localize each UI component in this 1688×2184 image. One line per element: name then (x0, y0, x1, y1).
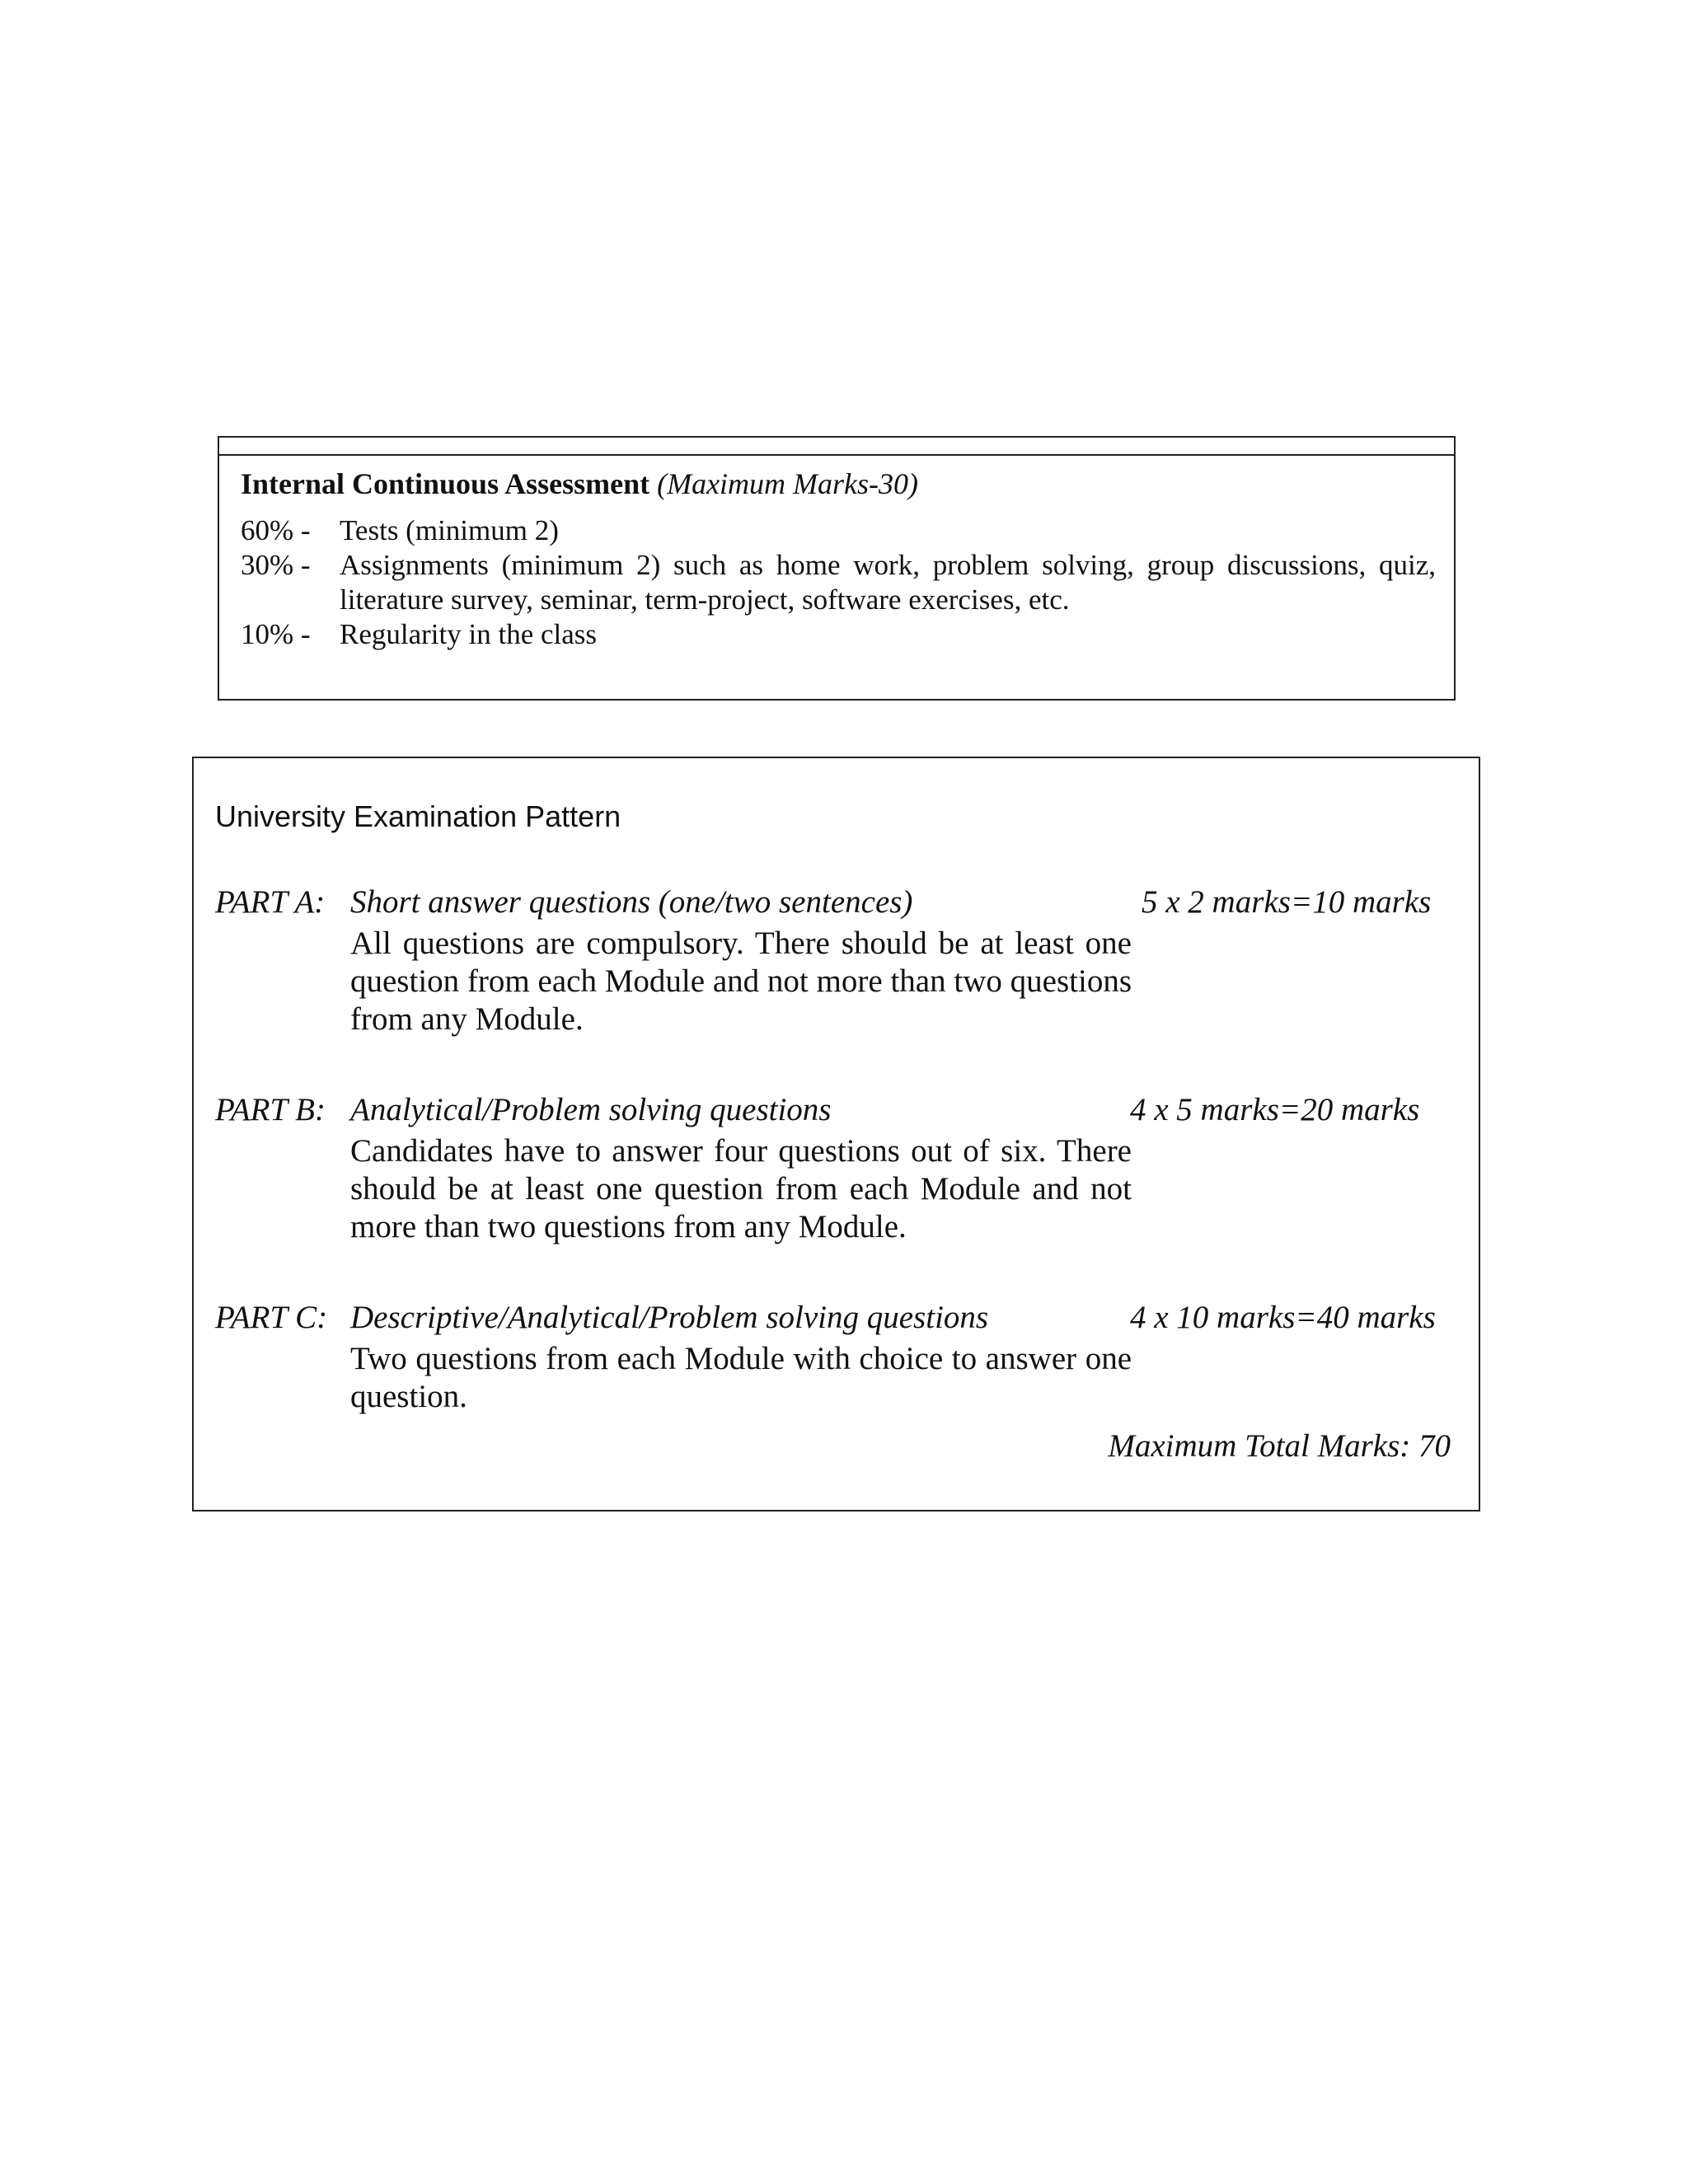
assessment-item (241, 513, 1436, 548)
part-heading: Analytical/Problem solving questions (350, 1092, 832, 1127)
internal-assessment-box (218, 436, 1456, 701)
part-heading: Descriptive/Analytical/Problem solving questions (350, 1300, 989, 1335)
part-marks: 4 x 10 marks=40 marks (1130, 1300, 1436, 1335)
part-header (215, 1297, 1460, 1338)
assessment-description: Regularity in the class (340, 618, 598, 650)
part-marks: 4 x 5 marks=20 marks (1130, 1092, 1420, 1127)
internal-assessment-max-marks: (Maximum Marks-30) (657, 467, 919, 500)
part-description: All questions are compulsory. There should be at least one question from each Module and not more than two questions from any Module. (350, 926, 1132, 1037)
part-label: PART A: (215, 884, 326, 920)
box-top-rule (219, 454, 1454, 456)
assessment-description: Tests (minimum 2) (340, 514, 559, 546)
part-description: Candidates have to answer four questions out of six. There should be at least one question from each Module and not more than two questions from any Module. (350, 1133, 1132, 1244)
part-heading: Short answer questions (one/two sentences) (350, 884, 913, 920)
assessment-percentage: 60% - (241, 514, 311, 546)
assessment-item (241, 617, 1436, 652)
exam-part-b (215, 1090, 1460, 1246)
part-label: PART B: (215, 1092, 326, 1127)
assessment-percentage: 10% - (241, 618, 311, 650)
assessment-percentage: 30% - (241, 549, 311, 581)
internal-assessment-title: Internal Continuous Assessment (241, 467, 650, 500)
maximum-total-marks: Maximum Total Marks: 70 (1108, 1428, 1451, 1464)
exam-part-c (215, 1297, 1460, 1416)
part-header (215, 1090, 1460, 1131)
assessment-item (241, 548, 1436, 617)
exam-pattern-title: University Examination Pattern (215, 799, 621, 833)
exam-pattern-box (192, 757, 1480, 1511)
part-description: Two questions from each Module with choice to answer one question. (350, 1341, 1132, 1414)
exam-part-a (215, 882, 1460, 1038)
part-header (215, 882, 1460, 923)
part-marks: 5 x 2 marks=10 marks (1142, 884, 1432, 920)
part-label: PART C: (215, 1300, 328, 1335)
internal-assessment-heading (241, 466, 918, 503)
internal-assessment-list (241, 513, 1436, 652)
assessment-description: Assignments (minimum 2) such as home work, problem solving, group discussions, quiz, literature survey, seminar, term-project, software exercises, etc. (340, 549, 1436, 616)
